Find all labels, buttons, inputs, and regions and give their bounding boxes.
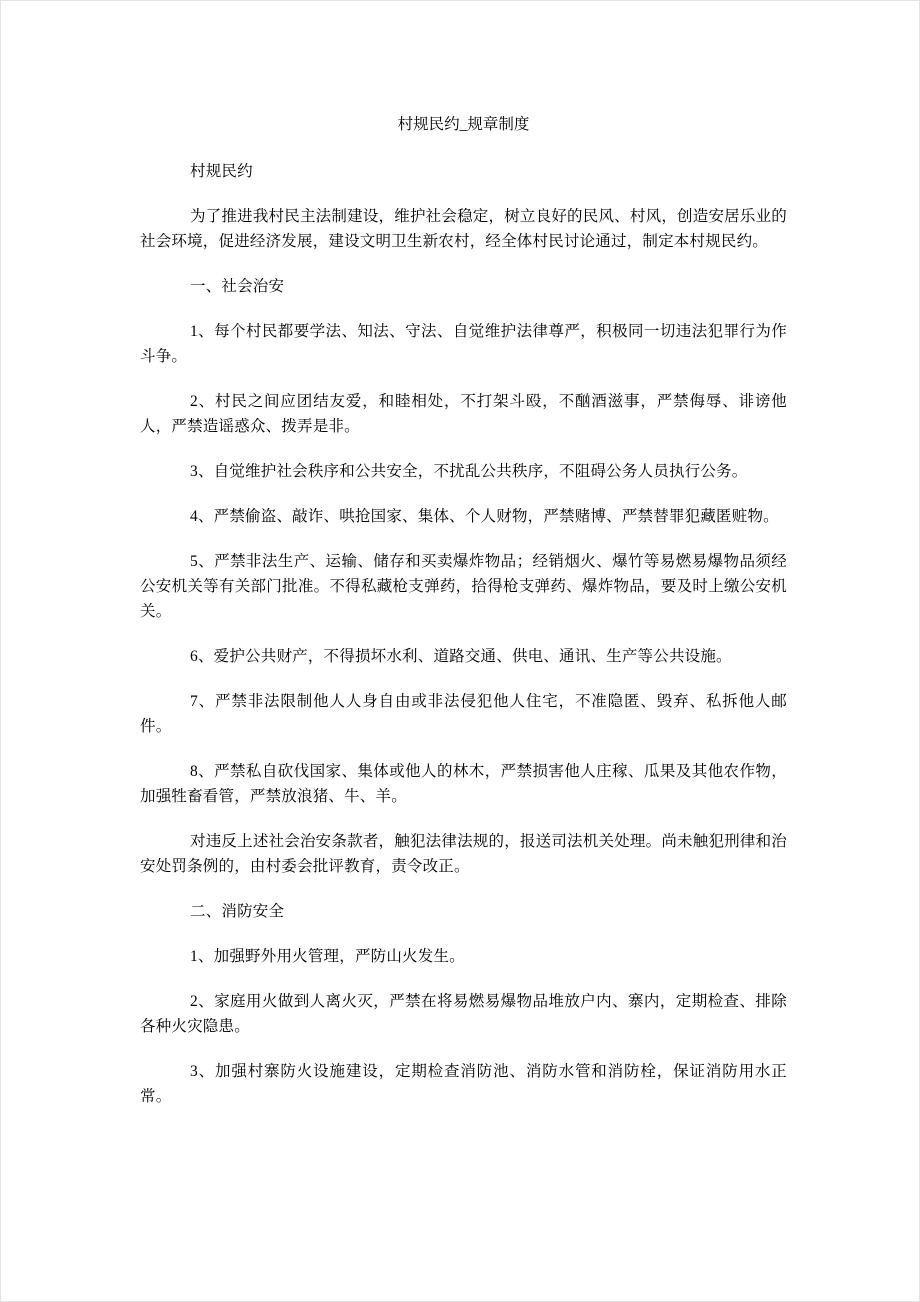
paragraph: 1、加强野外用火管理，严防山火发生。 — [190, 948, 465, 965]
paragraph: 8、严禁私自砍伐国家、集体或他人的林木，严禁损害他人庄稼、瓜果及其他农作物，加强牲畜看管，严禁放浪猪、牛、羊。 — [140, 763, 787, 805]
paragraph: 为了推进我村民主法制建设，维护社会稳定，树立良好的民风、村风，创造安居乐业的社会环境，促进经济发展，建设文明卫生新农村，经全体村民讨论通过，制定本村规民约。 — [140, 208, 787, 250]
paragraph: 3、自觉维护社会秩序和公共安全，不扰乱公共秩序，不阻碍公务人员执行公务。 — [190, 463, 748, 480]
paragraph: 6、爱护公共财产，不得损坏水利、道路交通、供电、通讯、生产等公共设施。 — [190, 648, 732, 665]
section-heading: 二、消防安全 — [190, 903, 285, 920]
paragraph: 2、村民之间应团结友爱，和睦相处，不打架斗殴，不酗酒滋事，严禁侮辱、诽谤他人，严禁造谣惑众、拨弄是非。 — [140, 393, 787, 435]
paragraph: 7、严禁非法限制他人人身自由或非法侵犯他人住宅，不准隐匿、毁弃、私拆他人邮件。 — [140, 693, 787, 735]
paragraph-heading: 村规民约 — [190, 163, 253, 180]
document-title: 村规民约_规章制度 — [397, 116, 530, 133]
paragraph: 2、家庭用火做到人离火灭，严禁在将易燃易爆物品堆放户内、寨内，定期检查、排除各种火灾隐患。 — [140, 993, 787, 1035]
paragraph: 4、严禁偷盗、敲诈、哄抢国家、集体、个人财物，严禁赌博、严禁替罪犯藏匿赃物。 — [190, 508, 779, 525]
paragraph: 5、严禁非法生产、运输、储存和买卖爆炸物品；经销烟火、爆竹等易燃易爆物品须经公安机关等有关部门批准。不得私藏枪支弹药，拾得枪支弹药、爆炸物品，要及时上缴公安机关。 — [140, 553, 787, 620]
paragraph: 3、加强村寨防火设施建设，定期检查消防池、消防水管和消防栓，保证消防用水正常。 — [140, 1063, 787, 1105]
document-body — [140, 159, 787, 1109]
paragraph: 对违反上述社会治安条款者，触犯法律法规的，报送司法机关处理。尚未触犯刑律和治安处罚条例的，由村委会批评教育，责令改正。 — [140, 833, 787, 875]
paragraph: 1、每个村民都要学法、知法、守法、自觉维护法律尊严，积极同一切违法犯罪行为作斗争。 — [140, 323, 787, 365]
section-heading: 一、社会治安 — [190, 278, 285, 295]
